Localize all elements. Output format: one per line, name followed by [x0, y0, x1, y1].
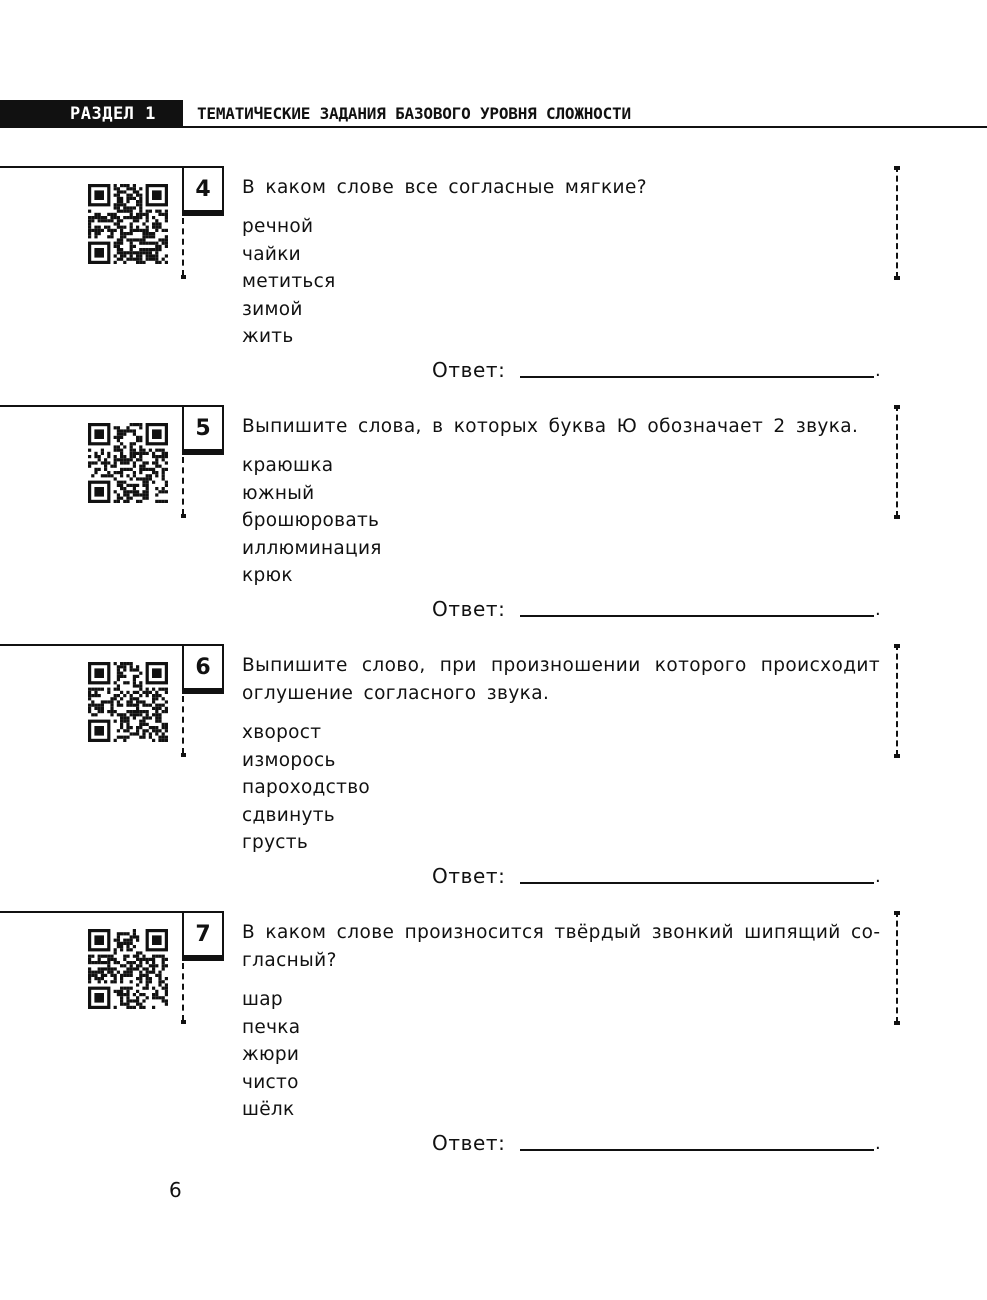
- answer-options: [242, 213, 336, 351]
- option-item: краюшка: [242, 455, 334, 476]
- answer-options: [242, 719, 370, 857]
- dashed-margin-left-end: [181, 1020, 186, 1024]
- dashed-margin-right-cap: [894, 754, 900, 758]
- dashed-margin-left: [182, 218, 184, 276]
- task-question: Выпишите слово, при произношении которого происходит оглушение согласного звука.: [242, 655, 880, 704]
- qr-code-icon: [88, 929, 168, 1009]
- option-item: сдвинуть: [242, 804, 336, 826]
- option-item: крюк: [242, 565, 293, 586]
- answer-row[interactable]: [432, 595, 882, 625]
- dashed-margin-left: [182, 963, 184, 1021]
- task-question: В каком слове произносится твёрдый звонкий шипящий согласный?: [242, 922, 880, 971]
- section-label: РАЗДЕЛ 1: [0, 100, 183, 128]
- option-item: грусть: [242, 832, 309, 853]
- option-item: южный: [242, 482, 315, 504]
- answer-label: Ответ:: [432, 597, 506, 621]
- dashed-margin-left-end: [181, 514, 186, 518]
- answer-period: .: [875, 1133, 881, 1154]
- answer-options: [242, 986, 300, 1124]
- task-6: [0, 644, 987, 894]
- dashed-margin-right-cap: [894, 276, 900, 280]
- qr-code-icon: [88, 662, 168, 742]
- answer-label: Ответ:: [432, 358, 506, 382]
- option-item: жить: [242, 326, 294, 347]
- answer-row[interactable]: [432, 862, 882, 892]
- task-question: В каком слове все согласные мягкие?: [242, 177, 647, 198]
- dashed-margin-right: [896, 911, 898, 1023]
- task-top-rule: [0, 166, 184, 168]
- task-question: Выпишите слова, в которых буква Ю обозначает 2 звука.: [242, 416, 859, 437]
- dashed-margin-right: [896, 644, 898, 756]
- task-number: 4: [184, 166, 224, 216]
- answer-period: .: [875, 866, 881, 887]
- qr-code-icon: [88, 184, 168, 264]
- option-item: шёлк: [242, 1099, 295, 1120]
- dashed-margin-left: [182, 457, 184, 515]
- qr-code-icon: [88, 423, 168, 503]
- answer-label: Ответ:: [432, 1131, 506, 1155]
- task-top-rule: [0, 644, 184, 646]
- answer-label: Ответ:: [432, 864, 506, 888]
- dashed-margin-right-cap: [894, 1021, 900, 1025]
- option-item: брошюровать: [242, 510, 380, 531]
- option-item: чайки: [242, 243, 301, 265]
- option-item: жюри: [242, 1044, 300, 1065]
- page-number: 6: [169, 1178, 182, 1202]
- option-item: шар: [242, 989, 283, 1010]
- task-number: 6: [184, 644, 224, 694]
- task-top-rule: [0, 405, 184, 407]
- dashed-margin-left-end: [181, 275, 186, 279]
- dashed-margin-right: [896, 166, 898, 278]
- task-4: [0, 166, 987, 386]
- dashed-margin-right-cap: [894, 515, 900, 519]
- answer-row[interactable]: [432, 356, 882, 386]
- dashed-margin-right: [896, 405, 898, 517]
- dashed-margin-left-end: [181, 753, 186, 757]
- answer-period: .: [875, 360, 881, 381]
- answer-row[interactable]: [432, 1129, 882, 1159]
- answer-options: [242, 452, 382, 590]
- task-number: 7: [184, 911, 224, 961]
- answer-line[interactable]: [520, 1149, 874, 1151]
- option-item: пароходство: [242, 777, 371, 798]
- section-header: [0, 100, 987, 130]
- task-5: [0, 405, 987, 625]
- answer-line[interactable]: [520, 882, 874, 884]
- option-item: печка: [242, 1016, 301, 1038]
- task-top-rule: [0, 911, 184, 913]
- option-item: чисто: [242, 1071, 299, 1093]
- answer-line[interactable]: [520, 376, 874, 378]
- task-number: 5: [184, 405, 224, 455]
- header-rule: [183, 126, 987, 128]
- option-item: метиться: [242, 271, 336, 292]
- option-item: речной: [242, 216, 314, 237]
- answer-line[interactable]: [520, 615, 874, 617]
- section-title: ТЕМАТИЧЕСКИЕ ЗАДАНИЯ БАЗОВОГО УРОВНЯ СЛОЖНОСТИ: [197, 104, 631, 123]
- option-item: иллюминация: [242, 537, 382, 559]
- task-7: [0, 911, 987, 1161]
- option-item: зимой: [242, 298, 303, 320]
- dashed-margin-left: [182, 696, 184, 754]
- option-item: изморось: [242, 749, 336, 771]
- option-item: хворост: [242, 722, 322, 743]
- answer-period: .: [875, 599, 881, 620]
